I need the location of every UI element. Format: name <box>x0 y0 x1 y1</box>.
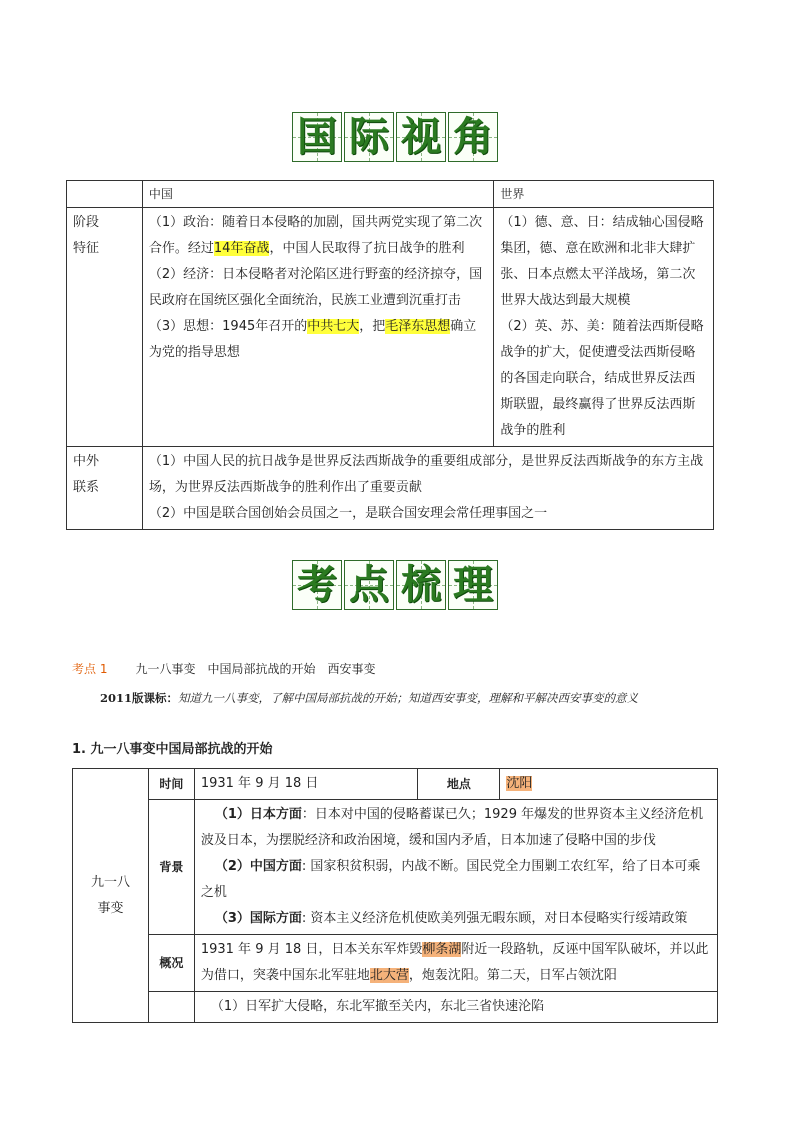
world-cell <box>494 208 714 447</box>
event-name-cell <box>73 769 149 1023</box>
standard-label: 2011版课标： <box>100 691 179 705</box>
header-empty <box>67 181 143 208</box>
row-label-stage <box>67 208 143 447</box>
table-row <box>73 935 718 992</box>
label-line: 中外 <box>73 454 100 469</box>
label-line: 阶段 <box>73 215 100 230</box>
banner-char: 国 <box>297 113 337 160</box>
china-cell <box>142 208 493 447</box>
curriculum-standard <box>72 686 722 710</box>
background-china <box>201 854 711 906</box>
banner-char: 视 <box>401 113 441 160</box>
banner-cell <box>344 560 394 610</box>
highlight: 北大营 <box>369 968 409 983</box>
mukden-incident-table <box>72 768 718 1023</box>
table-row <box>67 447 714 530</box>
bold-label: （1）日本方面 <box>214 807 302 822</box>
section-heading: 1. 九一八事变中国局部抗战的开始 <box>72 742 273 757</box>
banner-key-points <box>292 560 498 610</box>
text: : 资本主义经济危机使欧美列强无暇东顾，对日本侵略实行绥靖政策 <box>301 911 688 926</box>
header-world: 世界 <box>494 181 714 208</box>
bold-label: （3）国际方面 <box>214 911 302 926</box>
text: : 国家积贫积弱，内战不断。国民党全力围剿工农红军，给了日本可乘之机 <box>200 859 701 900</box>
summary-cell <box>194 935 717 992</box>
banner-cell <box>292 560 342 610</box>
place-label: 地点 <box>418 769 500 800</box>
banner-international-perspective <box>292 112 498 162</box>
summary-label: 概况 <box>148 935 194 992</box>
bold-label: （2）中国方面 <box>214 859 302 874</box>
banner-char: 考 <box>297 561 337 608</box>
text: 确立为党的指导思想 <box>148 319 477 360</box>
world-axis: （1）德、意、日：结成轴心国侵略集团，德、意在欧洲和北非大肆扩张、日本点燃太平洋战场，第二次世界大战达到最大规模 <box>500 215 704 308</box>
china-politics <box>149 210 487 262</box>
table-row <box>73 992 718 1023</box>
highlight: 毛泽东思想 <box>385 319 451 334</box>
table-row <box>67 208 714 447</box>
banner-cell <box>396 112 446 162</box>
key-point-title: 九一八事变 中国局部抗战的开始 西安事变 <box>135 662 376 676</box>
china-economy: （2）经济：日本侵略者对沦陷区进行野蛮的经济掠夺，国民政府在国统区强化全面统治，民族工业遭到沉重打击 <box>148 267 483 308</box>
banner-cell <box>448 560 498 610</box>
highlight: 柳条湖 <box>422 942 462 957</box>
row-label-relation <box>67 447 143 530</box>
text: ，炮轰沈阳。第二天，日军占领沈阳 <box>408 968 617 983</box>
result-label <box>148 992 194 1023</box>
banner-cell <box>448 112 498 162</box>
highlight: 14年奋战 <box>213 241 270 256</box>
banner-cell <box>396 560 446 610</box>
place-value-cell <box>500 769 718 800</box>
banner-char: 理 <box>453 561 493 608</box>
world-allies: （2）英、苏、美：随着法西斯侵略战争的扩大，促使遭受法西斯侵略的各国走向联合，结成世界反法西斯联盟，最终赢得了世界反法西斯战争的胜利 <box>500 319 704 438</box>
text: 1931 年 9 月 18 日，日本关东军炸毁 <box>200 942 423 957</box>
event-name-line: 九一八 <box>90 874 130 890</box>
relation-text: （2）中国是联合国创始会员国之一，是联合国安理会常任理事国之一 <box>148 506 548 521</box>
result-cell: （1）日军扩大侵略，东北军撤至关内，东北三省快速沦陷 <box>194 992 717 1023</box>
text: ，把 <box>359 319 386 334</box>
background-cell <box>194 800 717 935</box>
text: （3）思想：1945年召开的 <box>148 319 308 334</box>
banner-char: 际 <box>349 113 389 160</box>
highlight: 中共七大 <box>307 319 360 334</box>
background-label: 背景 <box>148 800 194 935</box>
key-point-heading <box>72 660 375 677</box>
relation-text: （1）中国人民的抗日战争是世界反法西斯战争的重要组成部分，是世界反法西斯战争的东方主战场，为世界反法西斯战争的胜利作出了重要贡献 <box>148 454 704 495</box>
table-row <box>73 800 718 935</box>
banner-char: 点 <box>349 561 389 608</box>
relation-cell <box>142 447 713 530</box>
china-thought <box>149 314 487 366</box>
label-line: 特征 <box>73 241 100 256</box>
text: ，中国人民取得了抗日战争的胜利 <box>269 241 465 256</box>
time-label: 时间 <box>148 769 194 800</box>
banner-char: 角 <box>453 113 493 160</box>
key-point-tag: 考点 1 <box>72 662 108 676</box>
standard-text: 知道九一八事变，了解中国局部抗战的开始；知道西安事变，理解和平解决西安事变的意义 <box>178 691 639 705</box>
background-japan <box>201 802 711 854</box>
background-international <box>201 906 711 932</box>
text: ：日本对中国的侵略蓄谋已久；1929 年爆发的世界资本主义经济危机波及日本，为摆脱经济和政治困境，缓和国内矛盾，日本加速了侵略中国的步伐 <box>200 807 704 848</box>
banner-cell <box>344 112 394 162</box>
banner-char: 梳 <box>401 561 441 608</box>
text: 附近一段路轨，反诬中国军队破坏，并以此为借口，突袭中国东北军驻地 <box>200 942 709 983</box>
table-header-row <box>67 181 714 208</box>
place-value: 沈阳 <box>506 776 533 791</box>
international-perspective-table <box>66 180 714 530</box>
label-line: 联系 <box>73 480 100 495</box>
text: （1）政治：随着日本侵略的加剧，国共两党实现了第二次合作。经过 <box>148 215 483 256</box>
banner-cell <box>292 112 342 162</box>
table-row <box>73 769 718 800</box>
event-name-line: 事变 <box>97 900 124 916</box>
header-china: 中国 <box>142 181 493 208</box>
time-value: 1931 年 9 月 18 日 <box>194 769 418 800</box>
